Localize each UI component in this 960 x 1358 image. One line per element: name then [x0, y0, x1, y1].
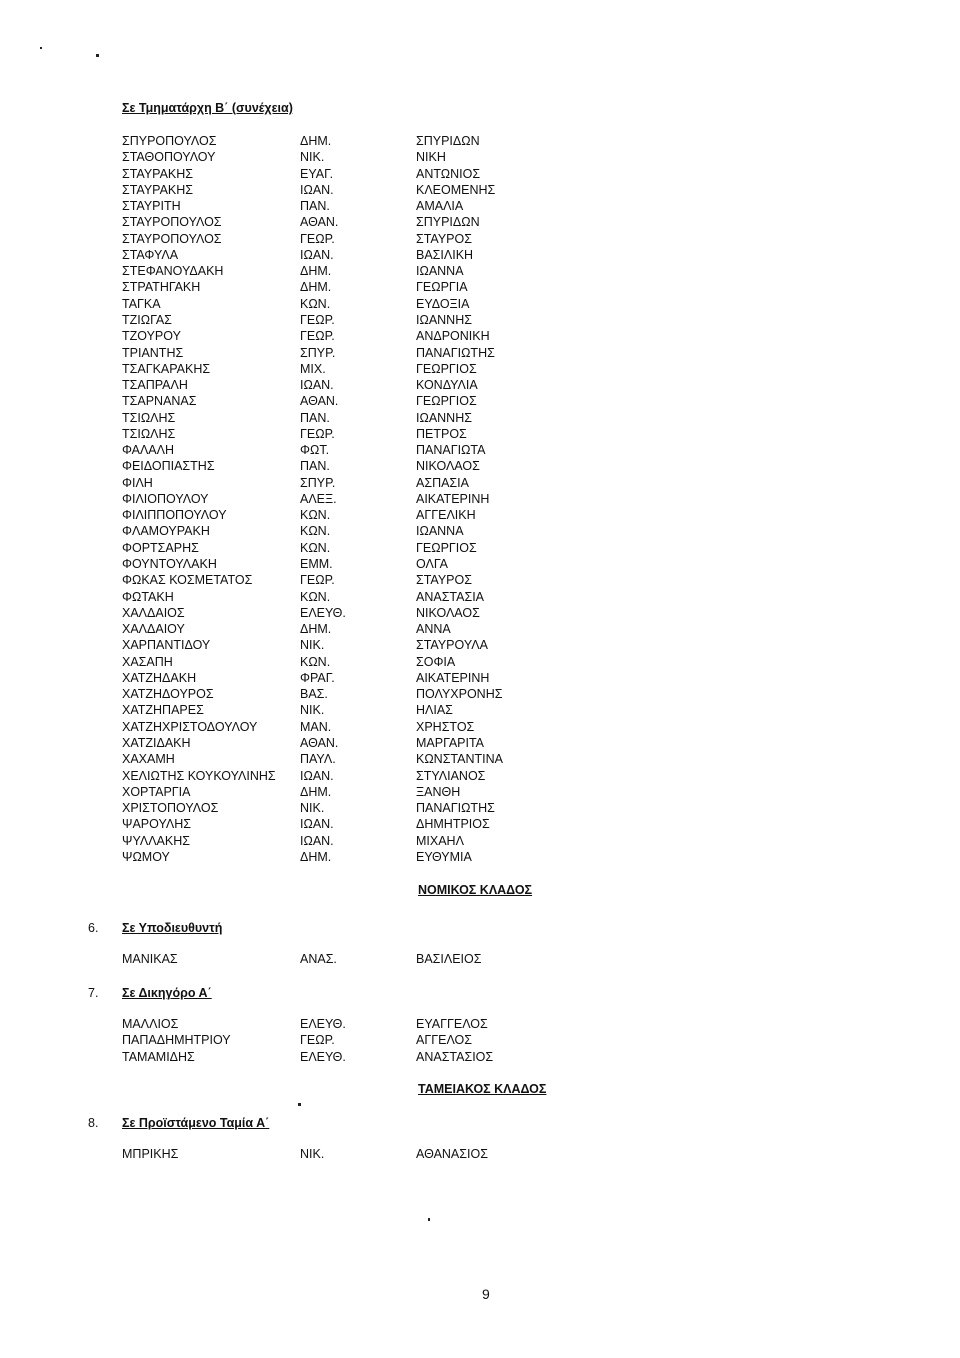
- surname: ΣΤΡΑΤΗΓΑΚΗ: [122, 280, 201, 295]
- surname: ΦΟΡΤΣΑΡΗΣ: [122, 540, 199, 555]
- section-title-proistamenos-tamia: Σε Προϊστάμενο Ταμία Α΄: [122, 1116, 270, 1130]
- first-name: ΠΑΝΑΓΙΩΤΑ: [416, 443, 486, 458]
- first-name: ΑΣΠΑΣΙΑ: [416, 475, 469, 490]
- first-name: ΙΩΑΝΝΗΣ: [416, 312, 472, 327]
- surname: ΦΙΛΙΠΠΟΠΟΥΛΟΥ: [122, 508, 227, 523]
- first-name: ΓΕΩΡΓΙΟΣ: [416, 540, 477, 555]
- father-name: ΚΩΝ.: [300, 654, 331, 669]
- surname: ΧΑΛΔΑΙΟΣ: [122, 605, 185, 620]
- surname: ΣΤΑΥΡΟΠΟΥΛΟΣ: [122, 231, 222, 246]
- father-name: ΙΩΑΝ.: [300, 182, 334, 197]
- surname: ΜΑΛΛΙΟΣ: [122, 1017, 179, 1031]
- surname: ΣΠΥΡΟΠΟΥΛΟΣ: [122, 134, 217, 148]
- father-name: ΣΠΥΡ.: [300, 475, 336, 490]
- surname: ΧΑΤΖΗΔΑΚΗ: [122, 670, 197, 685]
- surname: ΧΑΤΖΙΔΑΚΗ: [122, 735, 191, 750]
- first-name: ΣΤΑΥΡΟΥΛΑ: [416, 638, 488, 653]
- first-name: ΕΥΔΟΞΙΑ: [416, 296, 470, 311]
- first-name: ΒΑΣΙΛΕΙΟΣ: [416, 952, 482, 966]
- father-name: ΒΑΣ.: [300, 687, 328, 702]
- father-name: ΚΩΝ.: [300, 508, 331, 523]
- surname: ΣΤΑΥΡΟΠΟΥΛΟΣ: [122, 215, 222, 230]
- father-name: ΔΗΜ.: [300, 134, 332, 148]
- section-heading-tmimatarxis: Σε Τμηματάρχη Β΄ (συνέχεια): [122, 101, 293, 115]
- father-name: ΜΙΧ.: [300, 361, 326, 376]
- father-name: ΝΙΚ.: [300, 638, 325, 653]
- father-name: ΝΙΚ.: [300, 150, 325, 165]
- father-name: ΠΑΝ.: [300, 199, 330, 214]
- father-name: ΝΙΚ.: [300, 1147, 325, 1161]
- first-name: ΣΤΥΛΙΑΝΟΣ: [416, 768, 486, 783]
- father-name: ΚΩΝ.: [300, 589, 331, 604]
- surname: ΧΕΛΙΩΤΗΣ ΚΟΥΚΟΥΛΙΝΗΣ: [122, 768, 276, 783]
- father-name: ΙΩΑΝ.: [300, 768, 334, 783]
- first-name: ΝΙΚΟΛΑΟΣ: [416, 459, 480, 474]
- first-name: ΟΛΓΑ: [416, 557, 448, 572]
- first-name: ΠΑΝΑΓΙΩΤΗΣ: [416, 801, 495, 816]
- first-name: ΣΠΥΡΙΔΩΝ: [416, 134, 480, 148]
- surname: ΨΩΜΟΥ: [122, 849, 170, 864]
- surname: ΦΩΚΑΣ ΚΟΣΜΕΤΑΤΟΣ: [122, 573, 253, 588]
- surname: ΦΙΛΗ: [122, 475, 153, 490]
- first-name: ΑΝΝΑ: [416, 622, 451, 637]
- surname: ΣΤΕΦΑΝΟΥΔΑΚΗ: [122, 264, 224, 279]
- father-name: ΕΛΕΥΘ.: [300, 1049, 346, 1064]
- surname: ΠΑΠΑΔΗΜΗΤΡΙΟΥ: [122, 1033, 231, 1048]
- section-title-dikigoros: Σε Δικηγόρο Α΄: [122, 986, 212, 1000]
- father-name: ΑΛΕΞ.: [300, 491, 337, 506]
- surname: ΤΖΟΥΡΟΥ: [122, 329, 181, 344]
- father-name: ΕΛΕΥΘ.: [300, 1017, 346, 1031]
- surname: ΣΤΑΥΡΑΚΗΣ: [122, 166, 194, 181]
- surname: ΤΣΙΩΛΗΣ: [122, 410, 176, 425]
- first-name: ΑΝΑΣΤΑΣΙΟΣ: [416, 1049, 494, 1064]
- father-name: ΚΩΝ.: [300, 524, 331, 539]
- surname: ΦΙΛΙΟΠΟΥΛΟΥ: [122, 491, 209, 506]
- father-name: ΕΜΜ.: [300, 557, 333, 572]
- surname: ΦΕΙΔΟΠΙΑΣΤΗΣ: [122, 459, 215, 474]
- surname: ΨΑΡΟΥΛΗΣ: [122, 817, 191, 832]
- father-name: ΓΕΩΡ.: [300, 1033, 335, 1048]
- surname: ΧΑΛΔΑΙΟΥ: [122, 622, 185, 637]
- surname: ΤΣΑΡΝΑΝΑΣ: [122, 394, 197, 409]
- section-title-ypodieythyntis: Σε Υποδιευθυντή: [122, 921, 223, 935]
- first-name: ΕΥΑΓΓΕΛΟΣ: [416, 1017, 488, 1031]
- surname: ΤΑΓΚΑ: [122, 296, 161, 311]
- surname: ΧΑΤΖΗΧΡΙΣΤΟΔΟΥΛΟΥ: [122, 719, 258, 734]
- father-name: ΙΩΑΝ.: [300, 817, 334, 832]
- surname: ΧΑΤΖΗΔΟΥΡΟΣ: [122, 687, 214, 702]
- first-name: ΚΟΝΔΥΛΙΑ: [416, 378, 478, 393]
- surname: ΜΠΡΙΚΗΣ: [122, 1147, 179, 1161]
- first-name: ΑΙΚΑΤΕΡΙΝΗ: [416, 670, 490, 685]
- first-name: ΝΙΚΟΛΑΟΣ: [416, 605, 480, 620]
- surname: ΧΑΧΑΜΗ: [122, 752, 175, 767]
- first-name: ΠΕΤΡΟΣ: [416, 426, 467, 441]
- first-name: ΚΩΝΣΤΑΝΤΙΝΑ: [416, 752, 503, 767]
- first-name: ΓΕΩΡΓΙΟΣ: [416, 361, 477, 376]
- father-name: ΚΩΝ.: [300, 540, 331, 555]
- first-name: ΒΑΣΙΛΙΚΗ: [416, 247, 474, 262]
- first-name: ΧΡΗΣΤΟΣ: [416, 719, 475, 734]
- first-name: ΞΑΝΘΗ: [416, 784, 461, 799]
- first-name: ΚΛΕΟΜΕΝΗΣ: [416, 182, 496, 197]
- first-name: ΠΟΛΥΧΡΟΝΗΣ: [416, 687, 503, 702]
- surname: ΜΑΝΙΚΑΣ: [122, 952, 178, 966]
- surname: ΦΟΥΝΤΟΥΛΑΚΗ: [122, 557, 217, 572]
- first-name: ΓΕΩΡΓΙΟΣ: [416, 394, 477, 409]
- first-name: ΑΓΓΕΛΟΣ: [416, 1033, 472, 1048]
- first-name: ΑΝΑΣΤΑΣΙΑ: [416, 589, 485, 604]
- first-name: ΣΤΑΥΡΟΣ: [416, 573, 472, 588]
- father-name: ΦΩΤ.: [300, 443, 330, 458]
- first-name: ΑΝΔΡΟΝΙΚΗ: [416, 329, 490, 344]
- father-name: ΔΗΜ.: [300, 622, 332, 637]
- page-number: 9: [482, 1286, 490, 1302]
- father-name: ΣΠΥΡ.: [300, 345, 336, 360]
- first-name: ΣΤΑΥΡΟΣ: [416, 231, 472, 246]
- surname: ΦΩΤΑΚΗ: [122, 589, 174, 604]
- first-name: ΝΙΚΗ: [416, 150, 446, 165]
- surname: ΤΣΑΓΚΑΡΑΚΗΣ: [122, 361, 211, 376]
- first-name: ΙΩΑΝΝΑ: [416, 264, 464, 279]
- first-name: ΑΓΓΕΛΙΚΗ: [416, 508, 476, 523]
- father-name: ΙΩΑΝ.: [300, 833, 334, 848]
- first-name: ΜΙΧΑΗΛ: [416, 833, 464, 848]
- father-name: ΝΙΚ.: [300, 703, 325, 718]
- father-name: ΠΑΝ.: [300, 459, 330, 474]
- first-name: ΑΘΑΝΑΣΙΟΣ: [416, 1147, 488, 1161]
- first-name: ΗΛΙΑΣ: [416, 703, 453, 718]
- father-name: ΑΘΑΝ.: [300, 215, 339, 230]
- surname: ΨΥΛΛΑΚΗΣ: [122, 833, 190, 848]
- father-name: ΙΩΑΝ.: [300, 378, 334, 393]
- first-name: ΠΑΝΑΓΙΩΤΗΣ: [416, 345, 495, 360]
- first-name: ΙΩΑΝΝΗΣ: [416, 410, 472, 425]
- father-name: ΝΙΚ.: [300, 801, 325, 816]
- father-name: ΠΑΥΛ.: [300, 752, 336, 767]
- father-name: ΔΗΜ.: [300, 849, 332, 864]
- first-name: ΣΠΥΡΙΔΩΝ: [416, 215, 480, 230]
- scan-mark: [96, 54, 99, 57]
- first-name: ΙΩΑΝΝΑ: [416, 524, 464, 539]
- father-name: ΠΑΝ.: [300, 410, 330, 425]
- surname: ΤΖΙΩΓΑΣ: [122, 312, 172, 327]
- surname: ΦΑΛΑΛΗ: [122, 443, 175, 458]
- surname: ΧΑΤΖΗΠΑΡΕΣ: [122, 703, 204, 718]
- father-name: ΓΕΩΡ.: [300, 329, 335, 344]
- branch-heading-treasury: ΤΑΜΕΙΑΚΟΣ ΚΛΑΔΟΣ: [418, 1082, 547, 1096]
- surname: ΧΑΡΠΑΝΤΙΔΟΥ: [122, 638, 211, 653]
- father-name: ΓΕΩΡ.: [300, 426, 335, 441]
- surname: ΧΑΣΑΠΗ: [122, 654, 173, 669]
- father-name: ΕΥΑΓ.: [300, 166, 334, 181]
- scan-mark: [428, 1218, 430, 1221]
- surname: ΧΟΡΤΑΡΓΙΑ: [122, 784, 191, 799]
- father-name: ΑΝΑΣ.: [300, 952, 337, 966]
- father-name: ΑΘΑΝ.: [300, 394, 339, 409]
- first-name: ΕΥΘΥΜΙΑ: [416, 849, 472, 864]
- father-name: ΑΘΑΝ.: [300, 735, 339, 750]
- father-name: ΔΗΜ.: [300, 280, 332, 295]
- father-name: ΓΕΩΡ.: [300, 312, 335, 327]
- father-name: ΓΕΩΡ.: [300, 231, 335, 246]
- surname: ΦΛΑΜΟΥΡΑΚΗ: [122, 524, 210, 539]
- surname: ΤΑΜΑΜΙΔΗΣ: [122, 1049, 195, 1064]
- father-name: ΙΩΑΝ.: [300, 247, 334, 262]
- surname: ΣΤΑΥΡΑΚΗΣ: [122, 182, 194, 197]
- branch-heading-legal: ΝΟΜΙΚΟΣ ΚΛΑΔΟΣ: [418, 883, 533, 897]
- scan-mark: [298, 1103, 301, 1106]
- first-name: ΔΗΜΗΤΡΙΟΣ: [416, 817, 490, 832]
- father-name: ΓΕΩΡ.: [300, 573, 335, 588]
- section-number: 6.: [88, 921, 99, 935]
- surname: ΤΣΑΠΡΑΛΗ: [122, 378, 188, 393]
- scan-mark: [40, 47, 42, 49]
- surname: ΣΤΑΘΟΠΟΥΛΟΥ: [122, 150, 216, 165]
- first-name: ΓΕΩΡΓΙΑ: [416, 280, 468, 295]
- surname: ΣΤΑΦΥΛΑ: [122, 247, 179, 262]
- father-name: ΕΛΕΥΘ.: [300, 605, 346, 620]
- first-name: ΑΜΑΛΙΑ: [416, 199, 464, 214]
- section-number: 8.: [88, 1116, 99, 1130]
- surname: ΤΡΙΑΝΤΗΣ: [122, 345, 184, 360]
- section-number: 7.: [88, 986, 99, 1000]
- father-name: ΔΗΜ.: [300, 784, 332, 799]
- father-name: ΔΗΜ.: [300, 264, 332, 279]
- surname: ΧΡΙΣΤΟΠΟΥΛΟΣ: [122, 801, 219, 816]
- first-name: ΜΑΡΓΑΡΙΤΑ: [416, 735, 485, 750]
- surname: ΣΤΑΥΡΙΤΗ: [122, 199, 181, 214]
- first-name: ΣΟΦΙΑ: [416, 654, 456, 669]
- father-name: ΚΩΝ.: [300, 296, 331, 311]
- first-name: ΑΝΤΩΝΙΟΣ: [416, 166, 481, 181]
- first-name: ΑΙΚΑΤΕΡΙΝΗ: [416, 491, 490, 506]
- surname: ΤΣΙΩΛΗΣ: [122, 426, 176, 441]
- father-name: ΦΡΑΓ.: [300, 670, 335, 685]
- father-name: ΜΑΝ.: [300, 719, 332, 734]
